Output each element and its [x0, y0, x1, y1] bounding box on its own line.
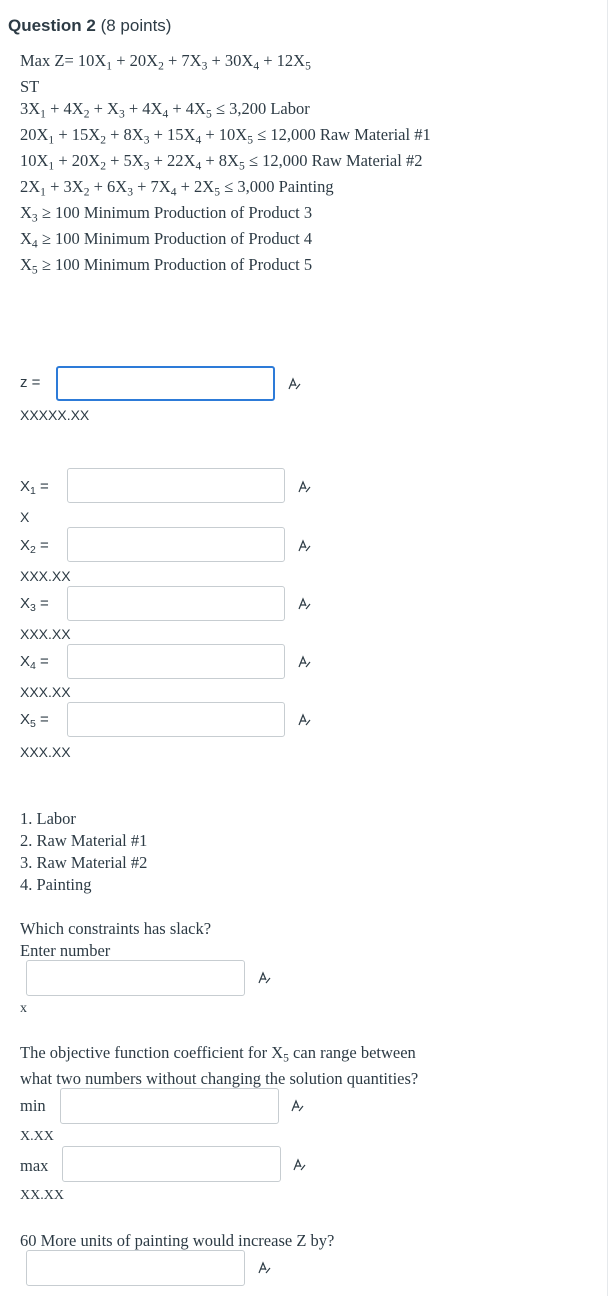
x4-label: $X_4$ = — [20, 653, 49, 673]
constraint-min-product-5: $X_5 \ge 100$ Minimum Production of Product 5 — [20, 255, 313, 277]
x2-format-hint: XXX.XX — [20, 568, 71, 584]
question-title — [8, 16, 171, 36]
slack-question-subtext: Enter number — [20, 941, 111, 960]
equation-editor-icon[interactable] — [287, 377, 301, 391]
constraint-min-product-3: $X_3 \ge 100$ Minimum Production of Product 3 — [20, 203, 313, 225]
equation-editor-icon[interactable] — [297, 539, 311, 553]
constraint-list-item: 3. Raw Material #2 — [20, 853, 148, 872]
range-question-line2: what two numbers without changing the solution quantities? — [20, 1069, 419, 1088]
min-format-hint: X.XX — [20, 1129, 54, 1144]
x3-label: $X_3$ = — [20, 595, 49, 615]
equation-editor-icon[interactable] — [297, 713, 311, 727]
slack-question-text: Which constraints has slack? — [20, 919, 212, 938]
painting-question-text: 60 More units of painting would increase Z by? — [20, 1231, 335, 1250]
constraint-labor: $3X_1 + 4X_2 + X_3 + 4X_4 + 4X_5 \le 3,200$ Labor — [20, 99, 310, 121]
constraint-list-item: 1. Labor — [20, 809, 76, 828]
constraint-list-item: 4. Painting — [20, 875, 92, 894]
x1-input[interactable] — [67, 468, 285, 503]
content-divider — [607, 0, 608, 1296]
z-format-hint: XXXXX.XX — [20, 407, 90, 423]
objective-function: Max $Z= 10X_1 + 20X_2 + 7X_3 + 30X_4 + 12X_5$ — [20, 51, 311, 73]
z-input[interactable] — [56, 366, 275, 401]
st-label: ST — [20, 77, 40, 96]
x2-label: $X_2$ = — [20, 537, 49, 557]
constraint-raw-material-1: $20X_1 + 15X_2 + 8X_3 + 15X_4 + 10X_5 \le 12,000$ Raw Material #1 — [20, 125, 431, 147]
slack-format-hint: x — [20, 1001, 27, 1016]
x3-input[interactable] — [67, 586, 285, 621]
x2-input[interactable] — [67, 527, 285, 562]
max-label: max — [20, 1156, 49, 1175]
constraint-min-product-4: $X_4 \ge 100$ Minimum Production of Product 4 — [20, 229, 313, 251]
constraint-list-item: 2. Raw Material #1 — [20, 831, 148, 850]
question-points: (8 points) — [100, 16, 172, 35]
min-label: min — [20, 1096, 46, 1115]
x5-input[interactable] — [67, 702, 285, 737]
equation-editor-icon[interactable] — [297, 480, 311, 494]
x5-format-hint: XXX.XX — [20, 744, 71, 760]
constraint-raw-material-2: $10X_1 + 20X_2 + 5X_3 + 22X_4 + 8X_5 \le 12,000$ Raw Material #2 — [20, 151, 423, 173]
z-label: z = — [20, 374, 41, 391]
x3-format-hint: XXX.XX — [20, 626, 71, 642]
slack-input[interactable] — [26, 960, 245, 996]
equation-editor-icon[interactable] — [257, 971, 271, 985]
painting-input[interactable] — [26, 1250, 245, 1286]
equation-editor-icon[interactable] — [297, 655, 311, 669]
x4-format-hint: XXX.XX — [20, 684, 71, 700]
x1-format-hint: X — [20, 509, 30, 525]
min-input[interactable] — [60, 1088, 279, 1124]
question-title-text: Question 2 — [8, 16, 96, 35]
equation-editor-icon[interactable] — [297, 597, 311, 611]
max-input[interactable] — [62, 1146, 281, 1182]
equation-editor-icon[interactable] — [292, 1158, 306, 1172]
x4-input[interactable] — [67, 644, 285, 679]
range-question-line1: The objective function coefficient for $X_5$ can range between — [20, 1043, 416, 1065]
x5-label: $X_5$ = — [20, 711, 49, 731]
constraint-painting: $2X_1 + 3X_2 + 6X_3 + 7X_4 + 2X_5 \le 3,000$ Painting — [20, 177, 334, 199]
x1-label: $X_1$ = — [20, 478, 49, 498]
max-format-hint: XX.XX — [20, 1188, 64, 1203]
equation-editor-icon[interactable] — [257, 1261, 271, 1275]
equation-editor-icon[interactable] — [290, 1099, 304, 1113]
